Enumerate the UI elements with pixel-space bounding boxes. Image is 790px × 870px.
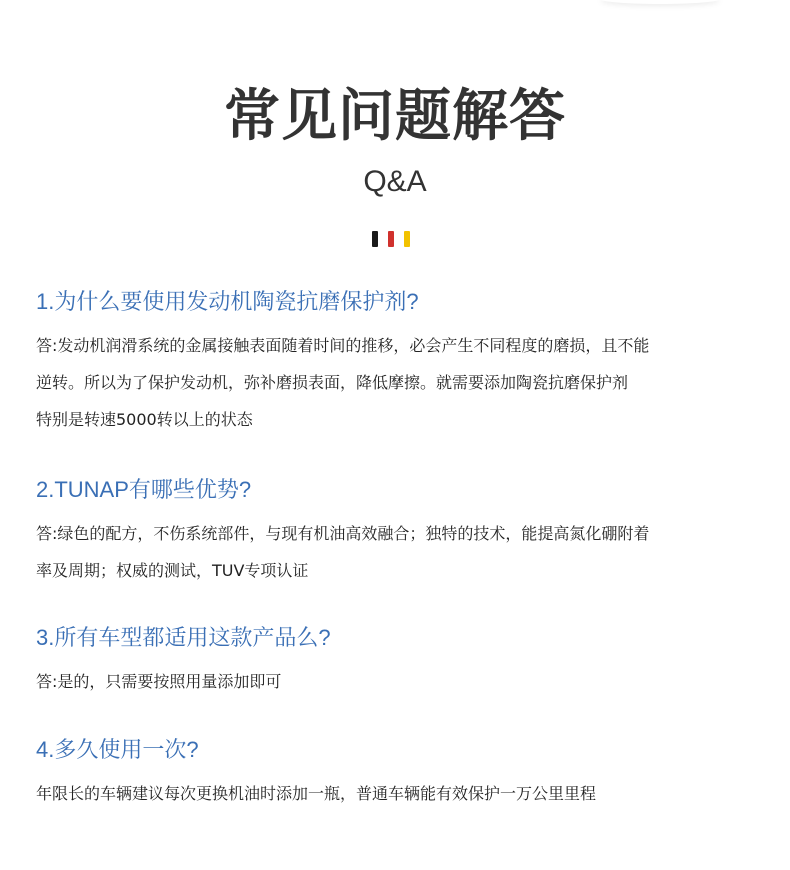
german-flag-stripes [372, 231, 410, 247]
page-subtitle: Q&A [363, 165, 427, 198]
faq-answer-line: 逆转。所以为了保护发动机，弥补磨损表面，降低摩擦。就需要添加陶瓷抗磨保护剂 [36, 373, 629, 392]
faq-question-3: 3.所有车型都适用这款产品么? [36, 625, 331, 650]
flag-stripe-red [388, 231, 394, 247]
faq-answer-4 [36, 775, 766, 812]
faq-item-4 [36, 735, 766, 812]
faq-item-2 [36, 475, 766, 589]
faq-answer-line: 答:发动机润滑系统的金属接触表面随着时间的推移，必会产生不同程度的磨损，且不能 [36, 336, 650, 355]
faq-question-4: 4.多久使用一次? [36, 737, 199, 762]
faq-answer-1 [36, 327, 766, 438]
faq-answer-line: 答:绿色的配方，不伤系统部件，与现有机油高效融合；独特的技术，能提高氮化硼附着 [36, 524, 650, 543]
faq-answer-3 [36, 663, 766, 700]
flag-stripe-gold [404, 231, 410, 247]
faq-answer-2 [36, 515, 766, 589]
flag-stripe-black [372, 231, 378, 247]
faq-question-2: 2.TUNAP有哪些优势? [36, 477, 252, 502]
faq-answer-line: 特别是转速5000转以上的状态 [36, 410, 253, 429]
faq-item-1 [36, 287, 766, 438]
faq-answer-line: 答:是的，只需要按照用量添加即可 [36, 672, 282, 691]
top-decoration [600, 0, 720, 4]
faq-question-1: 1.为什么要使用发动机陶瓷抗磨保护剂? [36, 289, 419, 314]
faq-answer-line: 年限长的车辆建议每次更换机油时添加一瓶，普通车辆能有效保护一万公里里程 [36, 784, 597, 803]
faq-item-3 [36, 623, 766, 700]
faq-answer-line: 率及周期；权威的测试，TUV专项认证 [36, 561, 309, 580]
page-title: 常见问题解答 [224, 84, 566, 149]
